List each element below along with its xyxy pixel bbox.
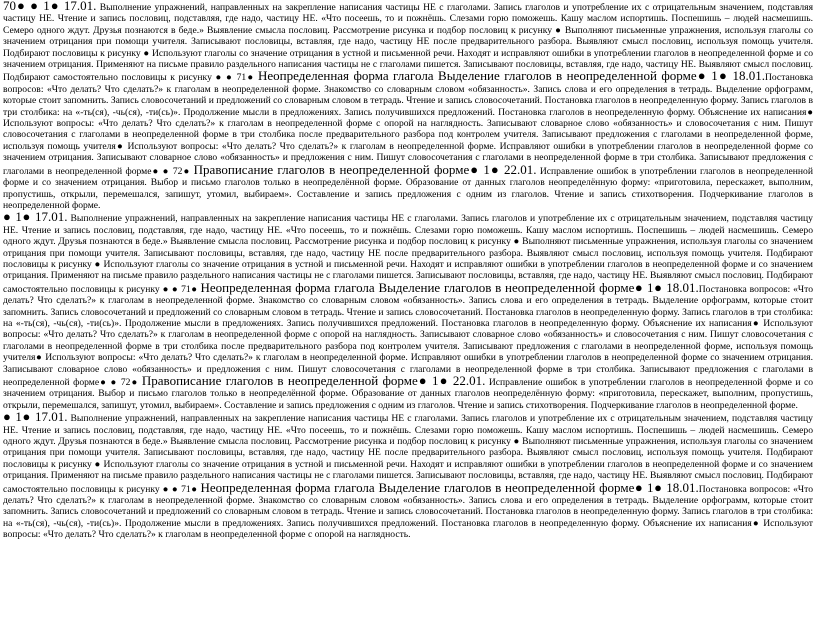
text-block-3 bbox=[3, 411, 813, 540]
block-3-body: Выполнение упражнений, направленных на закрепление написания частицы НЕ с глаголами. Запись глаголов и употребление их с отрицательным значением, подставляя частицу НЕ. Чтение и запись пословиц, подставляя, где надо, частицу НЕ. «Что посеешь, то и пожнёшь. Слезами горю поможешь. Кашу маслом испортишь. Поспешишь – людей насмешишь. Семеро одного ждут. Друзья познаются в беде.» Выявление смысла пословиц. Рассмотрение рисунка и подбор пословиц к рисунку ● Выполняют письменные упражнения, используя глаголы со значением отрицания при помощи учителя. Записывают пословицы, вставляя, где надо, частицу НЕ после предварительного разбора. Выявляют смысл пословиц, используя помощь учителя. Подбирают пословицы к рисунку ● Используют глаголы со значение отрицания в устной и письменной речи. Находят и исправляют ошибки в употреблении глаголов в неопределенной форме и со значением отрицания. Применяют на письме правило раздельного написания частицы не с глаголами пишется. Записывают пословицы, вставляя, где надо, частицу НЕ. Выявляют смысл пословиц. Подбирают самостоятельно пословицы к рисунку ● ● 71● bbox=[3, 413, 813, 495]
block-1-lesson-title-2: Правописание глаголов в неопределенной форме● 1● 22.01. bbox=[193, 161, 537, 177]
block-3-lesson-title: Неопределенная форма глагола Выделение глаголов в неопределенной форме● 1● 18.01. bbox=[200, 479, 699, 495]
block-2-lesson-title: Неопределенная форма глагола Выделение глаголов в неопределенной форме● 1● 18.01. bbox=[200, 279, 699, 295]
block-3-body-2: Постановка вопросов: «Что делать? Что сделать?» к глаголам в неопределенной форме. Знакомство со словарным словом «обязанность». Запись слова и его определения в тетрадь. Выделение орфограмм, которые стоит запомнить. Запись словосочетаний и предложений со словарным словом в тетрадь. Чтение и запись словосочетаний. Постановка глаголов в неопределенную форму. Запись глаголов в три столбика: на «-ть(ся), -чь(ся), -ти(сь)». Продолжение мысли в предложениях. Запись получившихся предложений. Постановка глаголов в неопределенную форму. Объяснение их написания● Используют вопросы: «Что делать? Что сделать?» к глаголам в неопределенной форме с опорой на наглядность. bbox=[3, 483, 813, 541]
block-1-body: Выполнение упражнений, направленных на закрепление написания частицы НЕ с глаголами. Запись глаголов и употребление их с отрицательным значением, подставляя частицу НЕ. Чтение и запись пословиц, подставляя, где надо, частицу НЕ. «Что посеешь, то и пожнёшь. Слезами горю поможешь. Кашу маслом испортишь. Поспешишь – людей насмешишь. Семеро одного ждут. Друзья познаются в беде.» Выявление смысла пословиц. Рассмотрение рисунка и подбор пословиц к рисунку ● Выполняют письменные упражнения, используя глаголы со значением отрицания при помощи учителя. Записывают пословицы, вставляя, где надо, частицу НЕ после предварительного разбора. Выявляют смысл пословиц, используя помощь учителя. Подбирают пословицы к рисунку ● Используют глаголы со значение отрицания в устной и письменной речи. Находят и исправляют ошибки в употреблении глаголов в неопределенной форме и со значением отрицания. Применяют на письме правило раздельного написания частицы не с глаголами пишется. Записывают пословицы, вставляя, где надо, частицу НЕ. Выявляют смысл пословиц. Подбирают самостоятельно пословицы к рисунку ● ● 71● bbox=[3, 2, 813, 84]
block-2-body: Выполнение упражнений, направленных на закрепление написания частицы НЕ с глаголами. Запись глаголов и употребление их с отрицательным значением, подставляя частицу НЕ. Чтение и запись пословиц, подставляя, где надо, частицу НЕ. «Что посеешь, то и пожнёшь. Слезами горю поможешь. Кашу маслом испортишь. Поспешишь – людей насмешишь. Семеро одного ждут. Друзья познаются в беде.» Выявление смысла пословиц. Рассмотрение рисунка и подбор пословиц к рисунку ● Выполняют письменные упражнения, используя глаголы со значением отрицания при помощи учителя. Записывают пословицы, вставляя, где надо, частицу НЕ после предварительного разбора. Выявляют смысл пословиц, используя помощь учителя. Подбирают пословицы к рисунку ● Используют глаголы со значение отрицания в устной и письменной речи. Находят и исправляют ошибки в употреблении глаголов в неопределенной форме и со значением отрицания. Применяют на письме правило раздельного написания частицы не с глаголами пишется. Записывают пословицы, вставляя, где надо, частицу НЕ. Выявляют смысл пословиц. Подбирают самостоятельно пословицы к рисунку ● ● 71● bbox=[3, 213, 813, 295]
block-1-body-2: Постановка вопросов: «Что делать? Что сделать?» к глаголам в неопределенной форме. Знакомство со словарным словом «обязанность». Запись слова и его определения в тетрадь. Выделение орфограмм, которые стоит запомнить. Запись словосочетаний и предложений со словарным словом в тетрадь. Чтение и запись словосочетаний. Постановка глаголов в неопределенную форму. Запись глаголов в три столбика: на «-ть(ся), -чь(ся), -ти(сь)». Продолжение мысли в предложениях. Запись получившихся предложений. Постановка глаголов в неопределенную форму. Объяснение их написания● Используют вопросы: «Что делать? Что сделать?» к глаголам в неопределенной форме с опорой на наглядность. Записывают словарное слово «обязанность» и словосочетания с ним. Пишут словосочетания с глаголами в неопределенной форме в три столбика после предварительного разбора под контролем учителя. Записывают предложения с глаголами в неопределенной форме, используя помощь учителя● Используют вопросы: «Что делать? Что сделать?» к глаголам в неопределенной форме. Исправляют ошибки в употреблении глаголов в неопределенной форме со значением отрицания. Записывают словарное слово «обязанность» и предложения с ним. Пишут словосочетания с глаголами в неопределенной форме в три столбика. Записывают предложения с глаголами в неопределенной форме● ● 72● bbox=[3, 72, 813, 177]
block-2-heading-date: ● 1● 17.01. bbox=[3, 209, 68, 225]
block-1-lesson-title: Неопределенная форма глагола Выделение глаголов в неопределенной форме● 1● 18.01. bbox=[258, 68, 765, 84]
block-1-heading-date: 70● ● 1● 17.01. bbox=[3, 0, 97, 13]
block-1-body-3: Исправление ошибок в употреблении глаголов в неопределенной форме и со значением отрицания. Выбор и письмо глаголов только в неопределённой форме. Образование от данных глаголов неопределённую форму: «приготовила, перескажет, выполним, пропустишь, открыли, перемешался, запишут, утомил, выбираем». Составление и запись предложения с одним из глаголов. Чтение и запись стихотворения. Подчеркивание глаголов в неопределенной форме. bbox=[3, 165, 813, 211]
block-2-body-2: Постановка вопросов: «Что делать? Что сделать?» к глаголам в неопределенной форме. Знакомство со словарным словом «обязанность». Запись слова и его определения в тетрадь. Выделение орфограмм, которые стоит запомнить. Запись словосочетаний и предложений со словарным словом в тетрадь. Чтение и запись словосочетаний. Постановка глаголов в неопределенную форму. Запись глаголов в три столбика: на «-ть(ся), -чь(ся), -ти(сь)». Продолжение мысли в предложениях. Запись получившихся предложений. Постановка глаголов в неопределенную форму. Объяснение их написания● Используют вопросы: «Что делать? Что сделать?» к глаголам в неопределенной форме с опорой на наглядность. Записывают словарное слово «обязанность» и словосочетания с ним. Пишут словосочетания с глаголами в неопределенной форме в три столбика после предварительного разбора под контролем учителя. Записывают предложения с глаголами в неопределенной форме, используя помощь учителя● Используют вопросы: «Что делать? Что сделать?» к глаголам в неопределенной форме. Исправляют ошибки в употреблении глаголов в неопределенной форме со значением отрицания. Записывают словарное слово «обязанность» и предложения с ним. Пишут словосочетания с глаголами в неопределенной форме в три столбика. Записывают предложения с глаголами в неопределенной форме● ● 72● bbox=[3, 283, 813, 388]
block-3-heading-date: ● 1● 17.01. bbox=[3, 409, 68, 425]
block-2-body-3: Исправление ошибок в употреблении глаголов в неопределенной форме и со значением отрицания. Выбор и письмо глаголов только в неопределённой форме. Образование от данных глаголов неопределённую форму: «приготовила, перескажет, выполним, пропустишь, открыли, перемешался, запишут, утомил, выбираем». Составление и запись предложения с одним из глаголов. Чтение и запись стихотворения. Подчеркивание глаголов в неопределенной форме. bbox=[3, 377, 814, 411]
text-block-1 bbox=[3, 0, 813, 211]
text-block-2 bbox=[3, 211, 813, 411]
block-2-lesson-title-2: Правописание глаголов в неопределенной форме● 1● 22.01. bbox=[141, 373, 486, 388]
